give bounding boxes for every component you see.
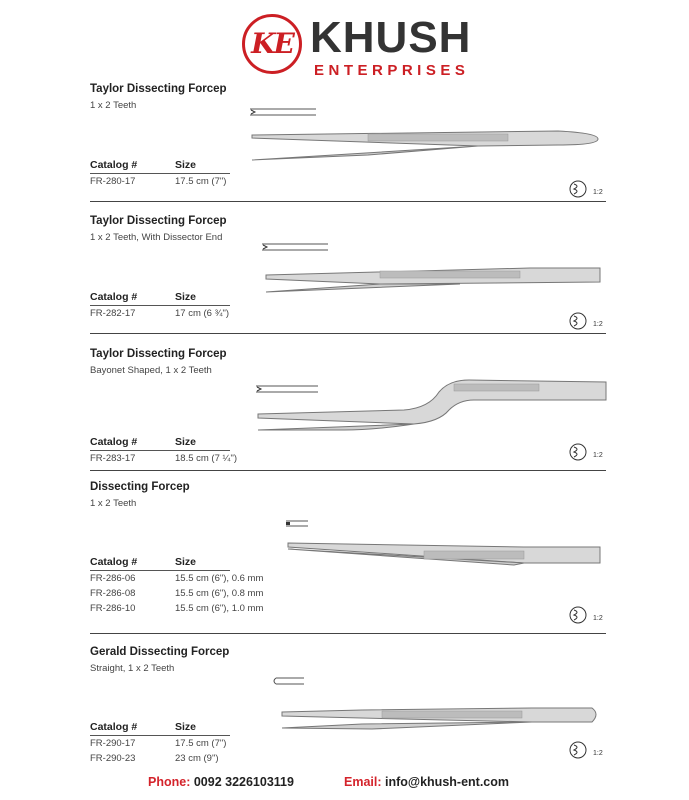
header-rule [90, 305, 230, 306]
product-size: 15.5 cm (6"), 0.8 mm [175, 588, 264, 599]
tip-detail [262, 244, 328, 250]
email-label: Email: [344, 775, 382, 789]
scale-ratio: 1:2 [593, 321, 603, 328]
product-size: 15.5 cm (6"), 1.0 mm [175, 603, 264, 614]
product-size: 15.5 cm (6"), 0.6 mm [175, 573, 264, 584]
section-divider [90, 333, 606, 334]
tip-detail [274, 678, 304, 684]
catalog-number: FR-282-17 [90, 308, 136, 319]
scale-ratio: 1:2 [593, 452, 603, 459]
catalog-number: FR-286-06 [90, 573, 136, 584]
scale-ratio: 1:2 [593, 615, 603, 622]
product-size: 17.5 cm (7") [175, 176, 227, 187]
logo-initials: KE [251, 27, 293, 60]
brand-name: KHUSH [310, 13, 472, 62]
header-rule [90, 173, 230, 174]
header-rule [90, 735, 230, 736]
email-link[interactable]: info@khush-ent.com [385, 775, 509, 789]
size-header: Size [175, 291, 197, 303]
scale-ratio: 1:2 [593, 189, 603, 196]
product-title: Taylor Dissecting Forcep [90, 215, 227, 227]
size-header: Size [175, 436, 197, 448]
catalog-number: FR-280-17 [90, 176, 136, 187]
tip-detail [256, 386, 318, 392]
catalog-number: FR-283-17 [90, 453, 136, 464]
logo-emblem [242, 14, 302, 74]
catalog-header: Catalog # [90, 556, 138, 568]
catalog-number: FR-286-10 [90, 603, 136, 614]
size-header: Size [175, 721, 197, 733]
phone-number[interactable]: 0092 3226103119 [193, 775, 294, 789]
header-rule [90, 450, 230, 451]
forcep-image [248, 105, 608, 165]
product-title: Taylor Dissecting Forcep [90, 83, 227, 95]
header-rule [90, 570, 230, 571]
product-subtitle: Bayonet Shaped, 1 x 2 Teeth [90, 365, 212, 376]
brand-tagline: ENTERPRISES [314, 62, 470, 79]
product-size: 17.5 cm (7") [175, 738, 227, 749]
section-divider [90, 633, 606, 634]
catalog-header: Catalog # [90, 159, 138, 171]
product-subtitle: 1 x 2 Teeth [90, 100, 137, 111]
section-divider [90, 470, 606, 471]
brand-logo [238, 6, 472, 86]
tip-detail [286, 521, 308, 526]
catalog-header: Catalog # [90, 721, 138, 733]
footer-email [344, 775, 509, 789]
catalog-number: FR-290-23 [90, 753, 136, 764]
catalog-header: Catalog # [90, 436, 138, 448]
tip-detail [250, 109, 316, 115]
size-header: Size [175, 159, 197, 171]
forcep-image [272, 676, 608, 736]
catalog-number: FR-286-08 [90, 588, 136, 599]
product-size: 17 cm (6 ¾") [175, 308, 230, 319]
size-header: Size [175, 556, 197, 568]
product-title: Dissecting Forcep [90, 481, 190, 493]
section-divider [90, 201, 606, 202]
scale-ratio: 1:2 [593, 750, 603, 757]
forcep-image [254, 370, 614, 440]
footer-phone [148, 775, 294, 789]
forcep-image [260, 241, 610, 301]
product-subtitle: 1 x 2 Teeth, With Dissector End [90, 232, 223, 243]
product-subtitle: Straight, 1 x 2 Teeth [90, 663, 175, 674]
catalog-header: Catalog # [90, 291, 138, 303]
product-size: 18.5 cm (7 ¼") [175, 453, 237, 464]
product-subtitle: 1 x 2 Teeth [90, 498, 137, 509]
product-size: 23 cm (9") [175, 753, 219, 764]
product-title: Gerald Dissecting Forcep [90, 646, 230, 658]
phone-label: Phone: [148, 775, 191, 789]
product-title: Taylor Dissecting Forcep [90, 348, 227, 360]
catalog-number: FR-290-17 [90, 738, 136, 749]
forcep-image [284, 519, 604, 579]
